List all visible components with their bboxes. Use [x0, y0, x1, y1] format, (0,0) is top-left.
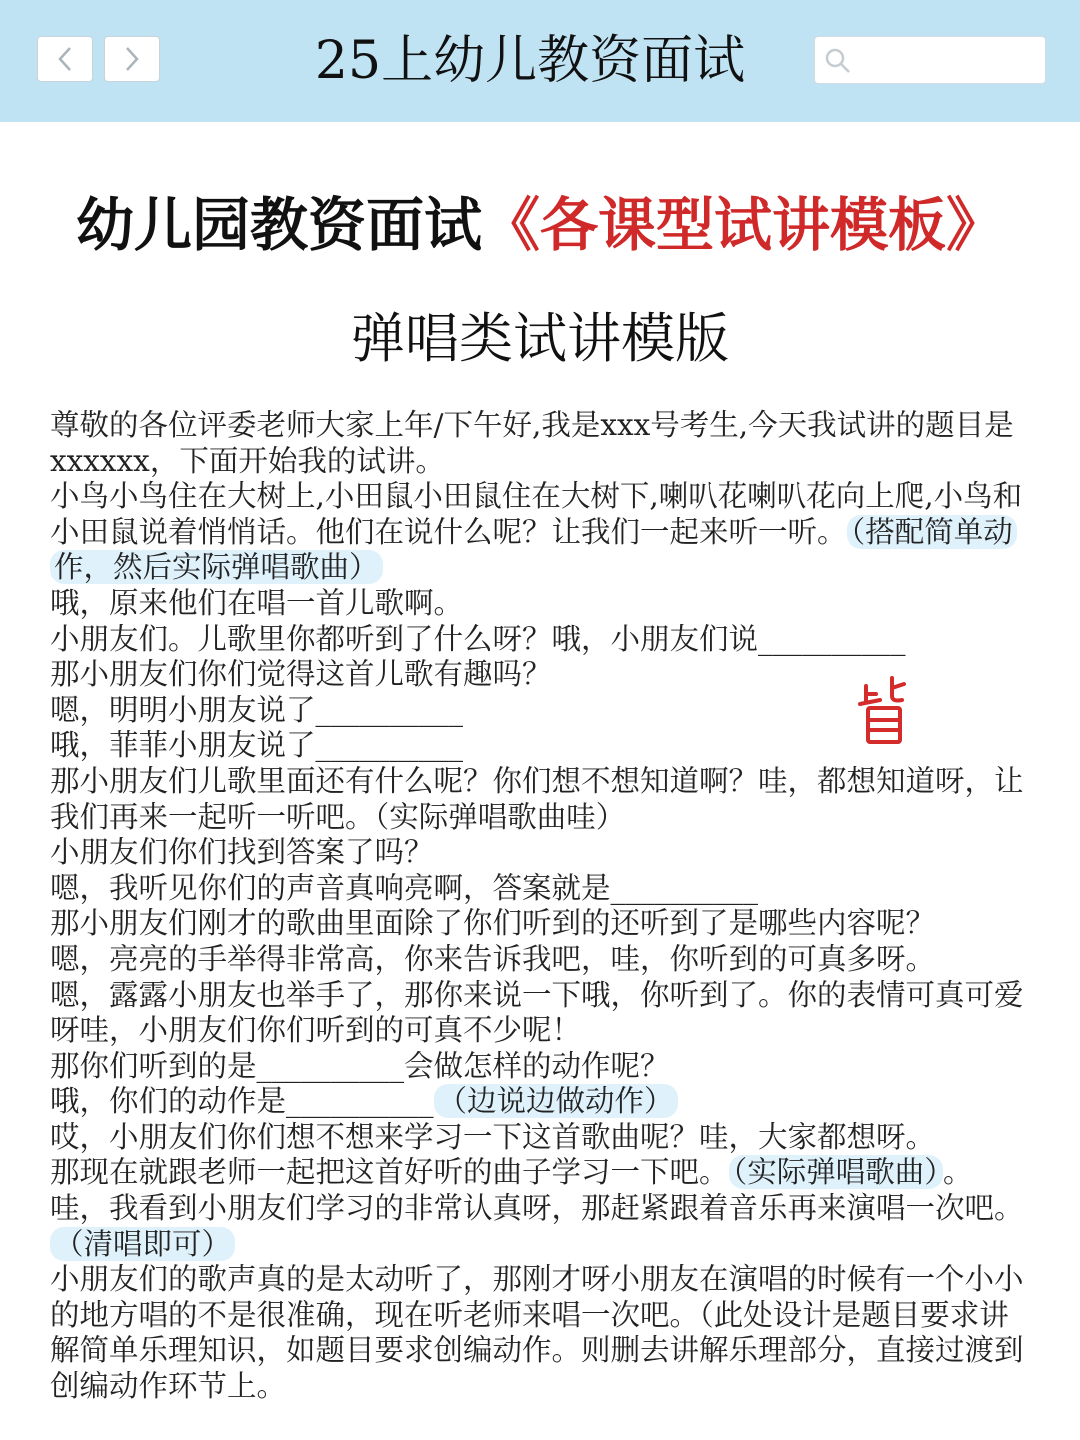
text-segment: 那你们听到的是__________会做怎样的动作呢？ [50, 1048, 670, 1083]
top-bar [0, 0, 1080, 122]
text-line [50, 1333, 1030, 1369]
text-line [50, 1369, 1030, 1405]
highlighted-note: （实际弹唱歌曲） [729, 1155, 944, 1189]
text-line [50, 800, 1030, 836]
highlighted-note: 作，然后实际弹唱歌曲） [50, 550, 383, 584]
document-title [0, 190, 1080, 260]
search-box[interactable] [814, 36, 1046, 84]
text-segment: 那小朋友们刚才的歌曲里面除了你们听到的还听到了是哪些内容呢？ [50, 906, 936, 941]
document-subtitle: 弹唱类试讲模版 [351, 307, 729, 370]
text-segment: 。 [943, 1155, 973, 1190]
text-segment: 我们再来一起听一听吧。（实际弹唱歌曲哇） [50, 799, 626, 834]
highlighted-note: （清唱即可） [50, 1227, 235, 1261]
text-segment: 哦，菲菲小朋友说了__________ [50, 728, 464, 763]
text-line [50, 550, 1030, 586]
search-icon [823, 46, 853, 76]
text-line [50, 942, 1030, 978]
chevron-right-icon [122, 45, 142, 73]
text-segment: 的地方唱的不是很准确，现在听老师来唱一次吧。（此处设计是题目要求讲 [50, 1297, 1009, 1332]
back-button[interactable] [37, 36, 93, 82]
text-segment: 嗯，亮亮的手举得非常高，你来告诉我吧，哇，你听到的可真多呀。 [50, 941, 936, 976]
text-segment: 创编动作环节上。 [50, 1369, 287, 1404]
text-line [50, 764, 1030, 800]
text-segment: 小朋友们你们找到答案了吗？ [50, 835, 434, 870]
text-line [50, 906, 1030, 942]
document-title-highlight: 《各课型试讲模板》 [482, 191, 1005, 259]
search-input[interactable] [859, 43, 1039, 79]
text-line [50, 408, 1030, 444]
text-segment: 哦，原来他们在唱一首儿歌啊。 [50, 585, 464, 620]
text-line [50, 479, 1030, 515]
text-line [50, 1191, 1030, 1227]
text-segment: 小田鼠说着悄悄话。他们在说什么呢？让我们一起来听一听。 [50, 514, 847, 549]
text-line [50, 835, 1030, 871]
text-line [50, 1155, 1030, 1191]
highlighted-note: （搭配简单动 [847, 515, 1017, 549]
app-title: 25上幼儿教资面试 [314, 31, 746, 91]
text-segment: 尊敬的各位评委老师大家上年/下午好,我是xxx号考生,今天我试讲的题目是 [50, 408, 1014, 442]
text-segment: 那现在就跟老师一起把这首好听的曲子学习一下吧。 [50, 1155, 729, 1190]
text-line [50, 1049, 1030, 1085]
text-line [50, 978, 1030, 1014]
text-segment: 嗯，明明小朋友说了__________ [50, 692, 464, 727]
text-segment: 哇，我看到小朋友们学习的非常认真呀，那赶紧跟着音乐再来演唱一次吧。 [50, 1191, 1024, 1226]
text-line [50, 1084, 1030, 1120]
text-line [50, 515, 1030, 551]
text-line [50, 1013, 1030, 1049]
text-line [50, 1298, 1030, 1334]
highlighted-note: （边说边做动作） [434, 1084, 678, 1118]
stamp-character [858, 672, 910, 746]
text-segment: 那小朋友们儿歌里面还有什么呢？你们想不想知道啊？哇，都想知道呀，让 [50, 763, 1024, 798]
text-segment: 小朋友们。儿歌里你都听到了什么呀？哦，小朋友们说__________ [50, 621, 906, 656]
text-line [50, 444, 1030, 480]
text-segment: 解简单乐理知识，如题目要求创编动作。则删去讲解乐理部分，直接过渡到 [50, 1333, 1024, 1368]
text-line [50, 586, 1030, 622]
text-segment: 小朋友们的歌声真的是太动听了，那刚才呀小朋友在演唱的时候有一个小小 [50, 1262, 1024, 1297]
script-body [50, 408, 1030, 1405]
text-line [50, 622, 1030, 658]
text-line [50, 1227, 1030, 1263]
text-segment: 哎，小朋友们你们想不想来学习一下这首歌曲呢？哇，大家都想呀。 [50, 1119, 936, 1154]
text-line [50, 1120, 1030, 1156]
text-segment: 嗯，我听见你们的声音真响亮啊，答案就是__________ [50, 870, 759, 905]
text-segment: 嗯，露露小朋友也举手了，那你来说一下哦，你听到了。你的表情可真可爱 [50, 977, 1024, 1012]
text-line [50, 871, 1030, 907]
text-segment: 那小朋友们你们觉得这首儿歌有趣吗？ [50, 657, 552, 692]
text-segment: 小鸟小鸟住在大树上,小田鼠小田鼠住在大树下,喇叭花喇叭花向上爬,小鸟和 [50, 479, 1023, 514]
text-line [50, 1262, 1030, 1298]
text-segment: 哦，你们的动作是__________ [50, 1084, 434, 1119]
chevron-left-icon [55, 45, 75, 73]
forward-button[interactable] [104, 36, 160, 82]
text-segment: 呀哇，小朋友们你们听到的可真不少呢！ [50, 1013, 582, 1048]
text-segment: xxxxxx，下面开始我的试讲。 [50, 443, 445, 478]
document-title-main: 幼儿园教资面试 [75, 191, 482, 259]
